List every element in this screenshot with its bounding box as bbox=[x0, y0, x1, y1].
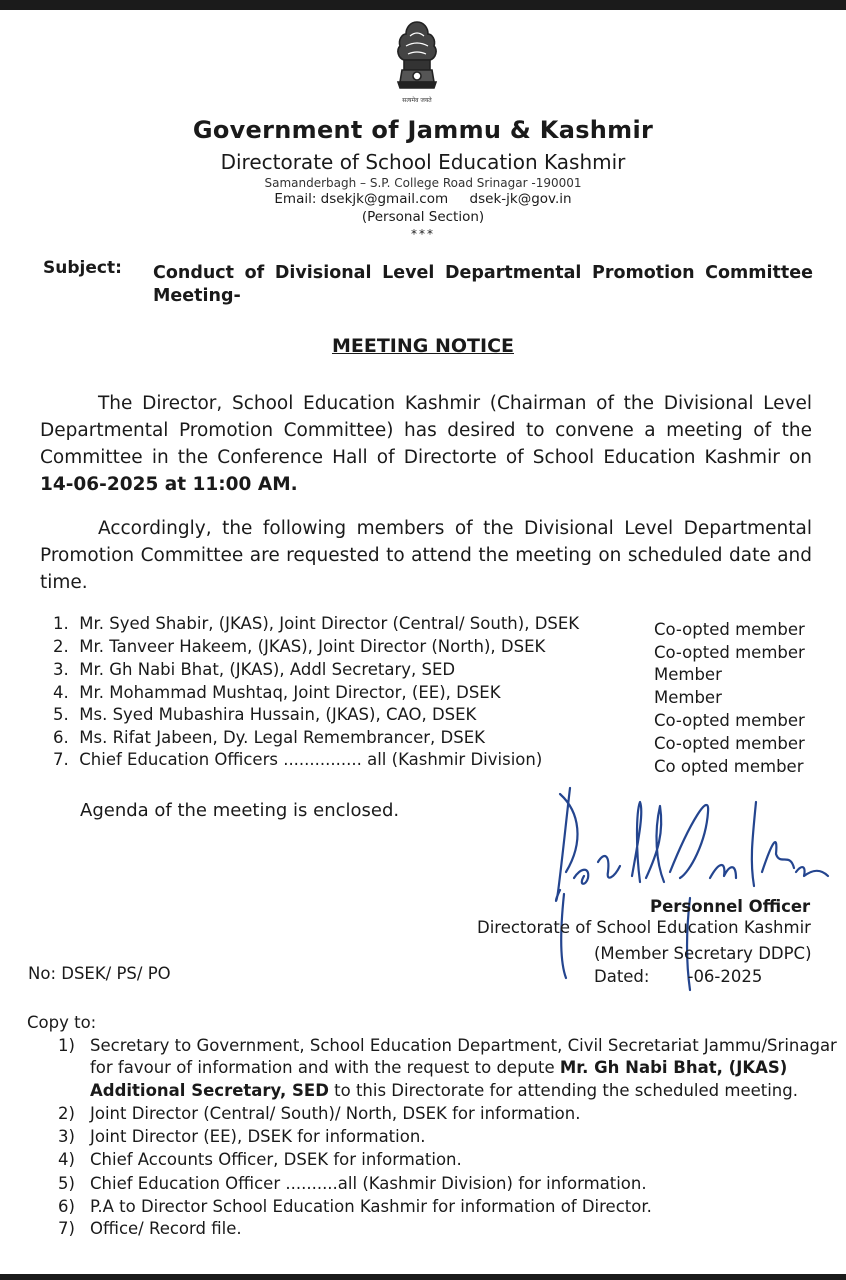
member-item: 1. Mr. Syed Shabir, (JKAS), Joint Director (Central/ South), DSEK bbox=[53, 614, 580, 633]
reference-number: No: DSEK/ PS/ PO bbox=[28, 964, 171, 983]
copy-item: Joint Director (EE), DSEK for information. bbox=[90, 1127, 426, 1146]
national-emblem-icon bbox=[388, 16, 446, 108]
address-line: Samanderbagh – S.P. College Road Srinagar -190001 bbox=[264, 176, 582, 190]
copy-item-1-line-3: Additional Secretary, SED to this Directorate for attending the scheduled meeting. bbox=[90, 1081, 798, 1100]
copy-item-1-line-2: for favour of information and with the request to depute Mr. Gh Nabi Bhat, (JKAS) bbox=[90, 1058, 788, 1077]
paragraph-convene bbox=[40, 390, 812, 498]
dated-line bbox=[594, 967, 762, 986]
subject-line-1: Conduct of Divisional Level Departmental Promotion Committee bbox=[153, 263, 813, 283]
paragraph-members-request bbox=[40, 515, 812, 596]
member-role: Co-opted member bbox=[654, 734, 805, 753]
paragraph-1-text: The Director, School Education Kashmir (Chairman of the Divisional Level Departmental Promotion Committee) has desired to convene a meeting of the Committee in the Conference Hall of Directorte of School Education Kashmir on bbox=[40, 393, 812, 468]
member-item: 2. Mr. Tanveer Hakeem, (JKAS), Joint Director (North), DSEK bbox=[53, 637, 546, 656]
copy-item: Chief Education Officer ..........all (Kashmir Division) for information. bbox=[90, 1174, 647, 1193]
email-line: Email: dsekjk@gmail.com dsek-jk@gov.in bbox=[274, 191, 572, 207]
copy-to-label: Copy to: bbox=[27, 1013, 97, 1032]
copy-item: Joint Director (Central/ South)/ North, DSEK for information. bbox=[90, 1104, 581, 1123]
meeting-datetime: 14-06-2025 at 11:00 AM. bbox=[40, 474, 298, 495]
notice-title-text: MEETING NOTICE bbox=[331, 335, 514, 357]
subject-label: Subject: bbox=[43, 258, 122, 278]
signatory-member-secretary: (Member Secretary DDPC) bbox=[594, 944, 812, 963]
dated-value: -06-2025 bbox=[687, 967, 763, 986]
dated-label: Dated: bbox=[594, 967, 650, 986]
emblem-caption: सत्यमेव जयते bbox=[402, 97, 432, 104]
member-item: 4. Mr. Mohammad Mushtaq, Joint Director, (EE), DSEK bbox=[53, 683, 501, 702]
section-line: (Personal Section) bbox=[361, 209, 485, 225]
copy-item: P.A to Director School Education Kashmir for information of Director. bbox=[90, 1197, 652, 1216]
member-role: Co-opted member bbox=[654, 711, 805, 730]
copy-item-number: 7) bbox=[58, 1219, 75, 1238]
directorate-title: Directorate of School Education Kashmir bbox=[220, 150, 626, 174]
member-item: 6. Ms. Rifat Jabeen, Dy. Legal Remembrancer, DSEK bbox=[53, 728, 485, 747]
agenda-note: Agenda of the meeting is enclosed. bbox=[80, 800, 400, 821]
member-role: Co-opted member bbox=[654, 643, 805, 662]
copy-item-number: 3) bbox=[58, 1127, 75, 1146]
notice-title bbox=[0, 335, 846, 357]
copy-item-number: 1) bbox=[58, 1036, 75, 1055]
copy-item-1-line-1: Secretary to Government, School Education Department, Civil Secretariat Jammu/Srinagar bbox=[90, 1036, 837, 1055]
member-role: Member bbox=[654, 688, 722, 707]
top-border bbox=[0, 0, 846, 10]
copy-item-number: 4) bbox=[58, 1150, 75, 1169]
member-role: Member bbox=[654, 665, 722, 684]
signatory-office: Directorate of School Education Kashmir bbox=[477, 918, 811, 937]
member-role: Co-opted member bbox=[654, 620, 805, 639]
member-role: Co opted member bbox=[654, 757, 804, 776]
paragraph-2-text: Accordingly, the following members of the Divisional Level Departmental Promotion Committee are requested to attend the meeting on scheduled date and time. bbox=[40, 518, 812, 593]
copy-item-number: 6) bbox=[58, 1197, 75, 1216]
copy-item: Office/ Record file. bbox=[90, 1219, 242, 1238]
bottom-border bbox=[0, 1274, 846, 1280]
copy-item: Chief Accounts Officer, DSEK for information. bbox=[90, 1150, 462, 1169]
member-item: 7. Chief Education Officers ............... all (Kashmir Division) bbox=[53, 750, 543, 769]
member-item: 5. Ms. Syed Mubashira Hussain, (JKAS), CAO, DSEK bbox=[53, 705, 477, 724]
copy-item-number: 5) bbox=[58, 1174, 75, 1193]
signatory-title: Personnel Officer bbox=[650, 897, 811, 916]
stars-divider: *** bbox=[411, 227, 435, 241]
subject-line-2: Meeting- bbox=[153, 286, 241, 306]
copy-item-number: 2) bbox=[58, 1104, 75, 1123]
subject-text bbox=[153, 262, 813, 308]
member-item: 3. Mr. Gh Nabi Bhat, (JKAS), Addl Secretary, SED bbox=[53, 660, 456, 679]
government-title: Government of Jammu & Kashmir bbox=[192, 116, 654, 144]
